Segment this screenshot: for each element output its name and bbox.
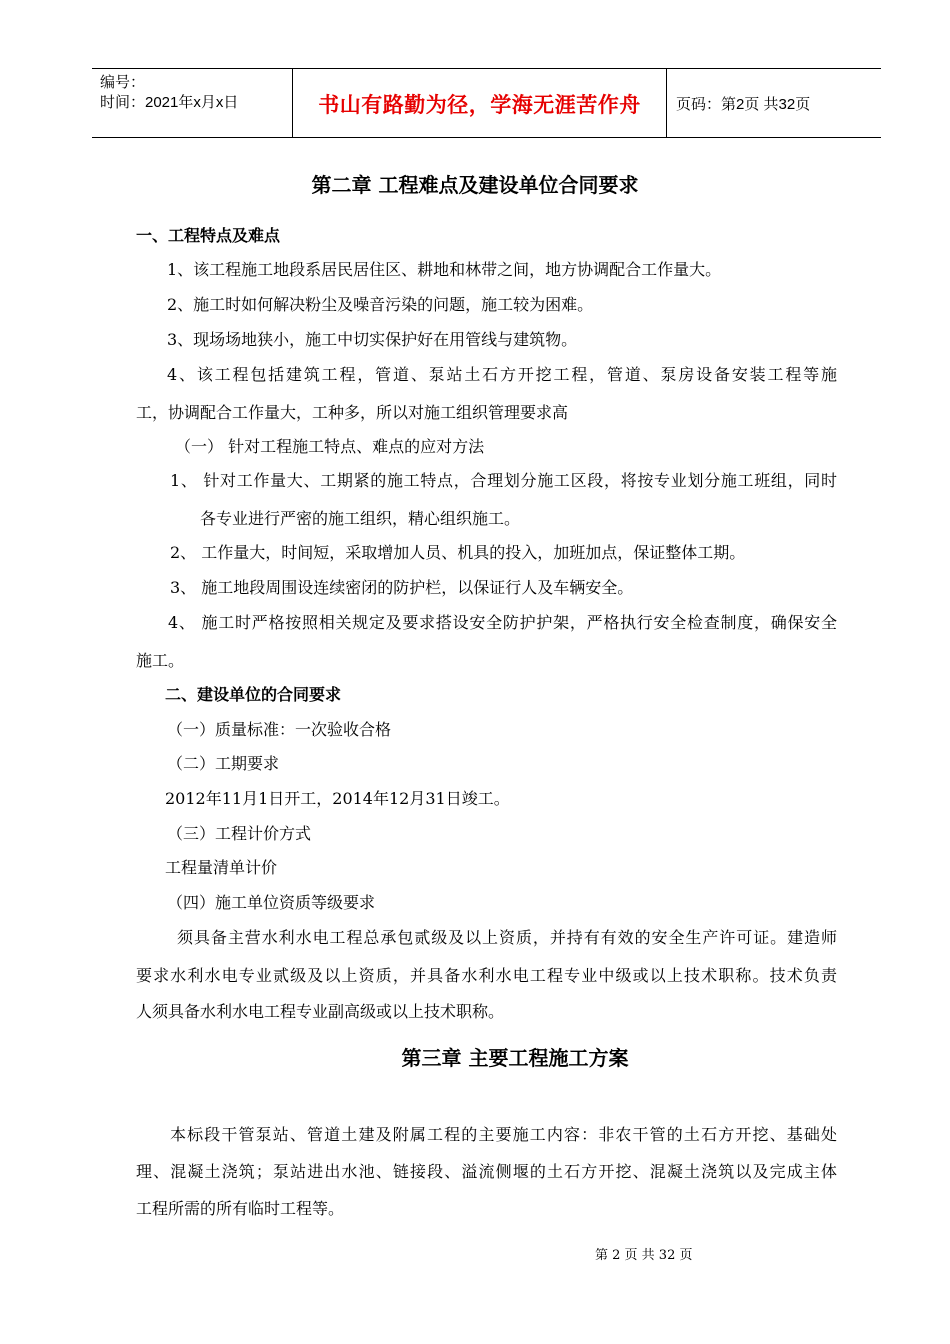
feature-item-1: 1、该工程施工地段系居民居住区、耕地和林带之间，地方协调配合工作量大。	[167, 260, 722, 279]
document-time-label: 时间：2021年x月x日	[100, 94, 239, 111]
feature-item-2: 2、施工时如何解决粉尘及噪音污染的问题，施工较为困难。	[167, 295, 594, 314]
feature-item-3: 3、现场场地狭小，施工中切实保护好在用管线与建筑物。	[167, 330, 578, 349]
feature-item-4-line1: 4、该工程包括建筑工程，管道、泵站土石方开挖工程，管道、泵房设备安装工程等施	[167, 365, 837, 384]
pricing-heading: （三）工程计价方式	[167, 824, 312, 843]
header-info-cell	[92, 69, 292, 137]
qualification-heading: （四）施工单位资质等级要求	[167, 893, 376, 912]
chapter2-title: 第二章 工程难点及建设单位合同要求	[311, 173, 639, 197]
page-header	[92, 68, 881, 138]
qualification-line3: 人须具备水利水电工程专业副高级或以上技术职称。	[136, 1002, 505, 1021]
section2-heading: 二、建设单位的合同要求	[165, 685, 342, 704]
measure-1-line1: 1、 针对工作量大、工期紧的施工特点，合理划分施工区段，将按专业划分施工班组，同时	[170, 471, 837, 490]
measure-1-line2: 各专业进行严密的施工组织，精心组织施工。	[200, 509, 521, 528]
schedule-text: 2012年11月1日开工，2014年12月31日竣工。	[165, 789, 510, 808]
countermeasures-heading: （一） 针对工程施工特点、难点的应对方法	[175, 437, 485, 456]
header-page-cell	[666, 69, 881, 137]
measure-4-line1: 4、 施工时严格按照相关规定及要求搭设安全防护护架，严格执行安全检查制度，确保安全	[168, 613, 837, 632]
feature-item-4-line2: 工，协调配合工作量大，工种多，所以对施工组织管理要求高	[136, 403, 569, 422]
schedule-heading: （二）工期要求	[167, 754, 280, 773]
header-motto-cell	[292, 69, 667, 137]
measure-4-line2: 施工。	[136, 651, 185, 670]
chapter3-paragraph-line3: 工程所需的所有临时工程等。	[136, 1199, 345, 1218]
qualification-line1: 须具备主营水利水电工程总承包贰级及以上资质，并持有有效的安全生产许可证。建造师	[177, 928, 837, 947]
pricing-text: 工程量清单计价	[165, 858, 278, 877]
measure-3: 3、 施工地段周围设连续密闭的防护栏，以保证行人及车辆安全。	[170, 578, 634, 597]
header-motto: 书山有路勤为径，学海无涯苦作舟	[318, 92, 641, 117]
measure-2: 2、 工作量大，时间短，采取增加人员、机具的投入，加班加点，保证整体工期。	[170, 543, 746, 562]
header-page-number: 页码：第2页 共32页	[676, 96, 811, 113]
quality-standard: （一）质量标准：一次验收合格	[167, 720, 392, 739]
chapter3-paragraph-line1: 本标段干管泵站、管道土建及附属工程的主要施工内容：非农干管的土石方开挖、基础处	[170, 1125, 837, 1144]
chapter3-paragraph-line2: 理、混凝土浇筑；泵站进出水池、链接段、溢流侧堰的土石方开挖、混凝土浇筑以及完成主体	[136, 1162, 837, 1181]
footer-page-number: 第 2 页 共 32 页	[595, 1248, 693, 1263]
section1-heading: 一、工程特点及难点	[136, 226, 281, 245]
document-number-label: 编号：	[100, 74, 146, 91]
qualification-line2: 要求水利水电专业贰级及以上资质，并具备水利水电工程专业中级或以上技术职称。技术负责	[136, 966, 837, 985]
chapter3-title: 第三章 主要工程施工方案	[401, 1046, 629, 1070]
